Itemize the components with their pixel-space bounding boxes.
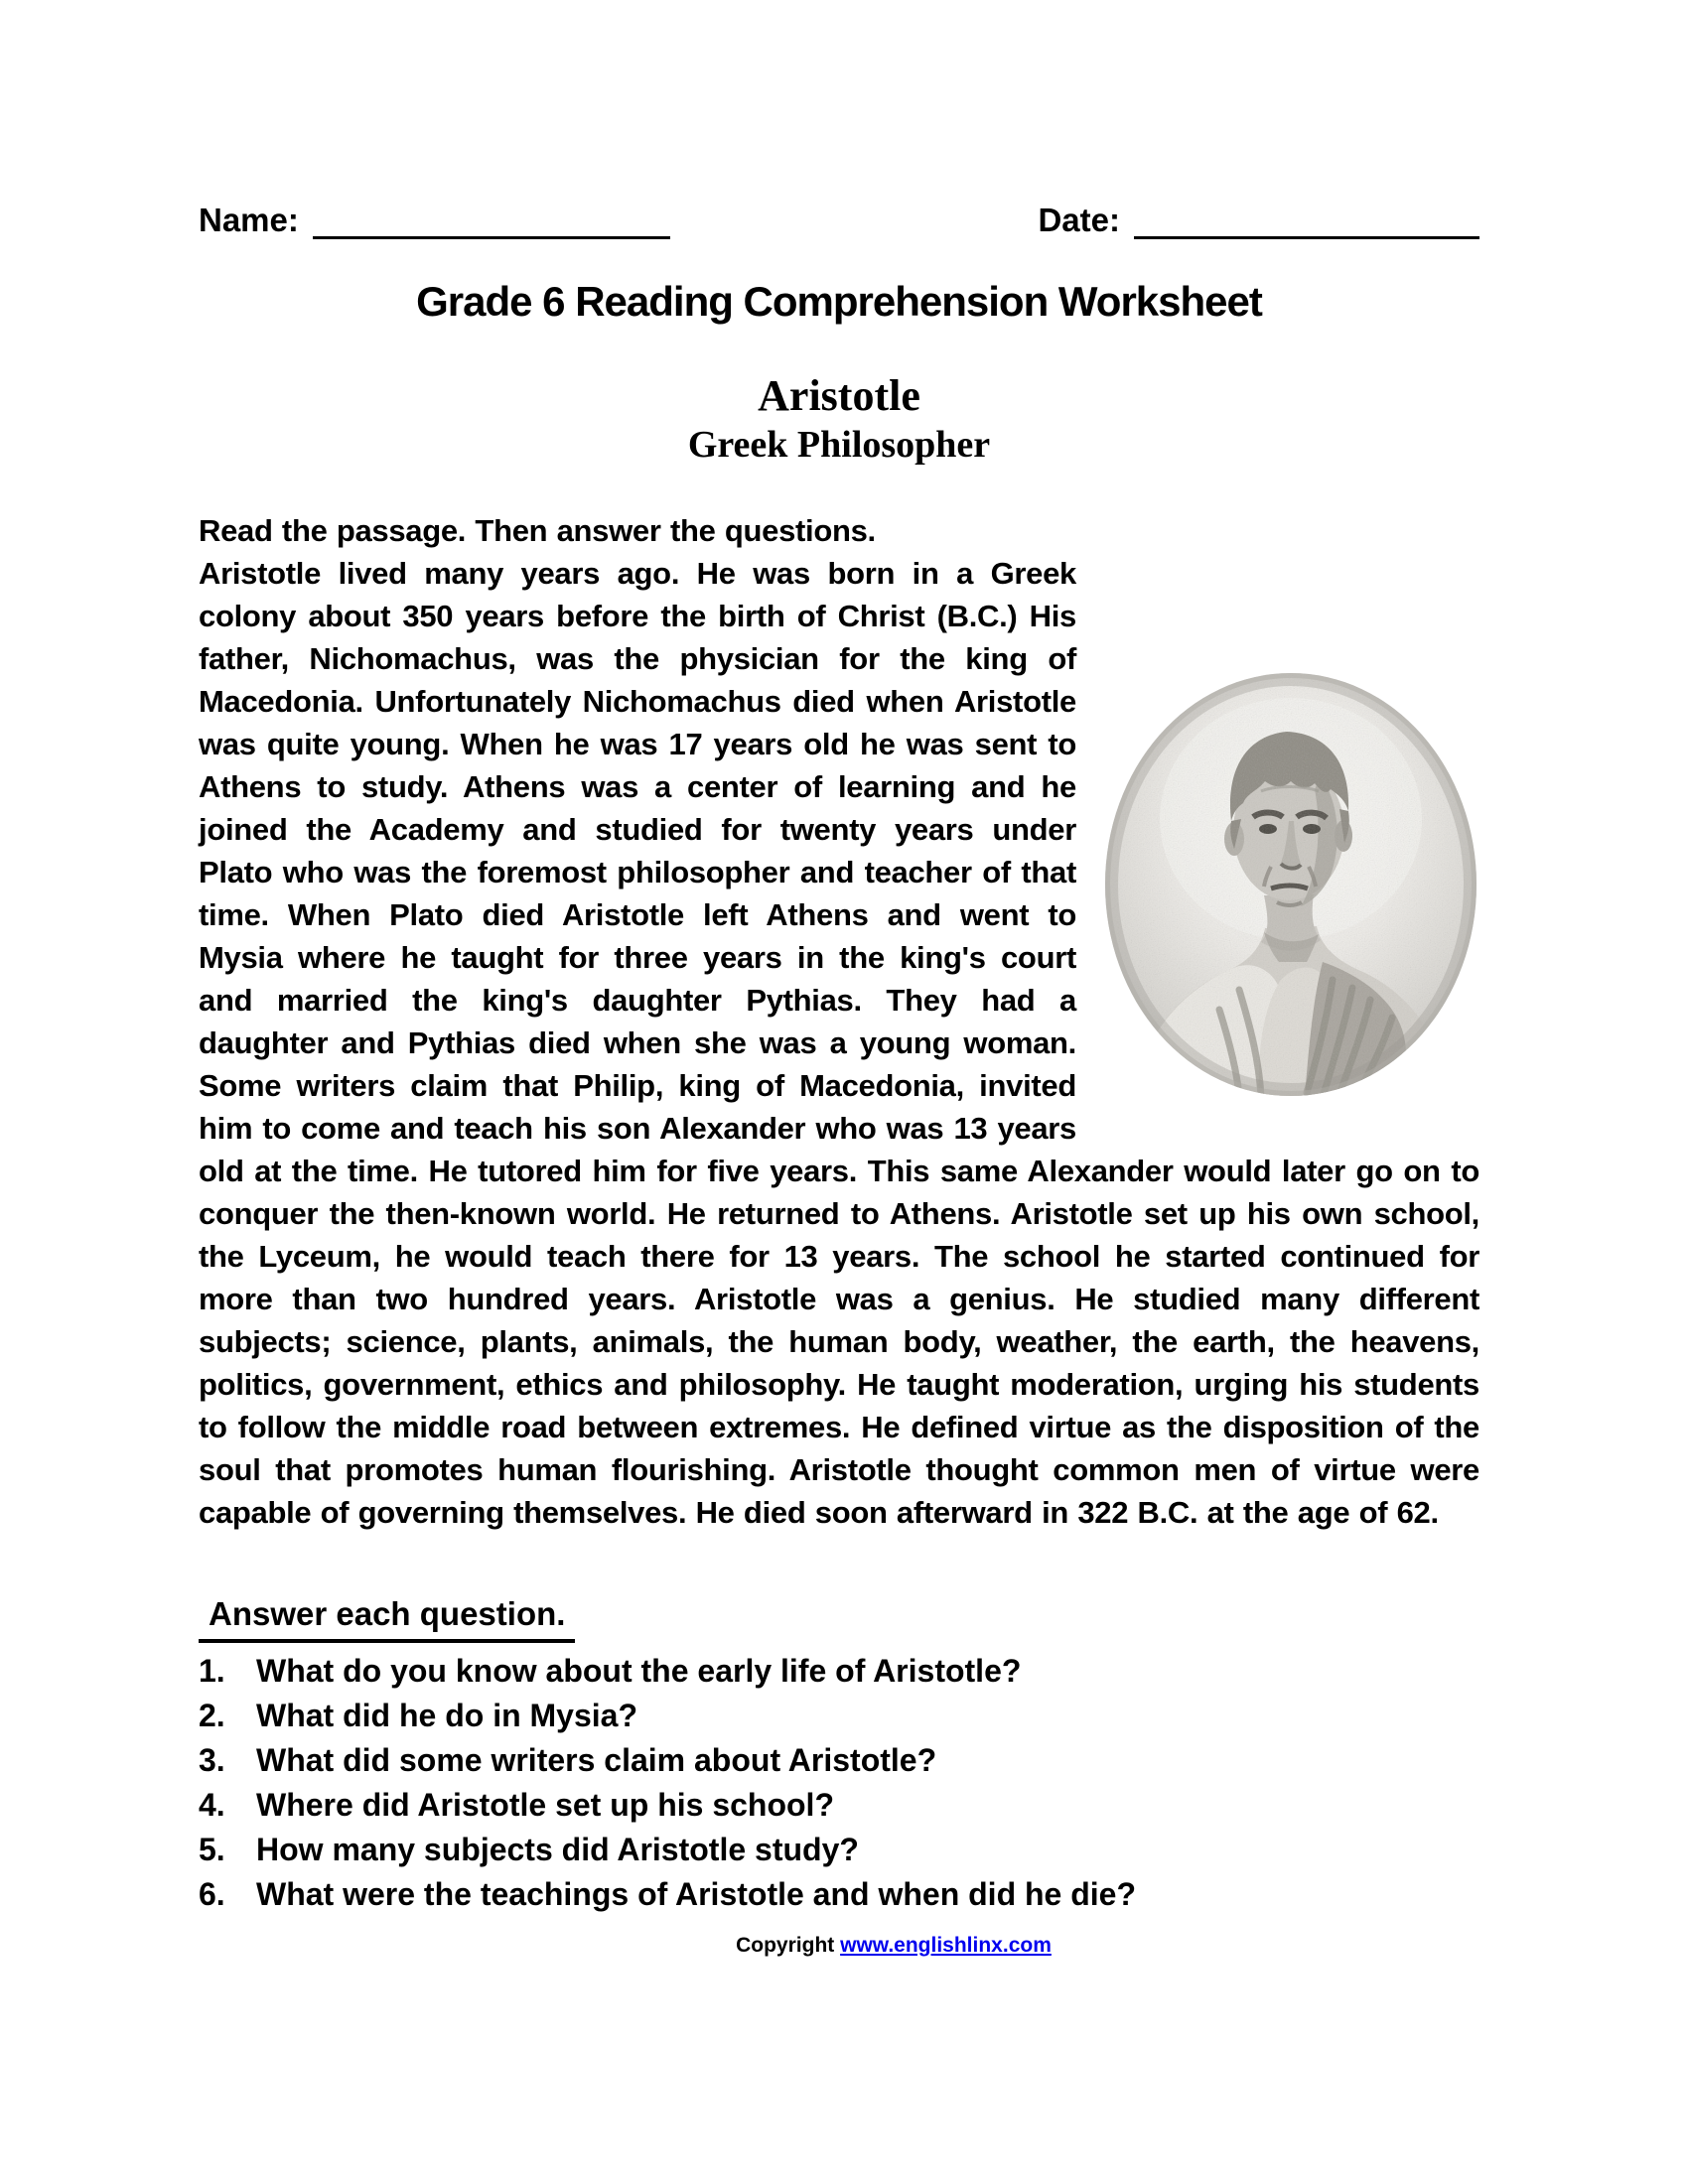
question-number: 2. (199, 1698, 225, 1733)
worksheet-content (199, 0, 1479, 1959)
passage-body (199, 552, 1479, 1534)
question-text: What did he do in Mysia? (256, 1698, 637, 1733)
question-item (199, 1828, 1479, 1872)
question-number: 6. (199, 1876, 225, 1912)
question-text: What were the teachings of Aristotle and when did he die? (256, 1876, 1137, 1912)
copyright-label: Copyright (736, 1934, 835, 1957)
question-text: Where did Aristotle set up his school? (256, 1787, 834, 1823)
question-number: 4. (199, 1787, 225, 1823)
question-text: What did some writers claim about Aristotle? (256, 1742, 937, 1778)
name-field-group (199, 202, 670, 239)
name-blank-line (313, 203, 670, 239)
englishlinx-link[interactable]: www.englishlinx.com (840, 1934, 1052, 1957)
question-number: 5. (199, 1832, 225, 1867)
date-blank-line (1134, 203, 1479, 239)
question-list (199, 1649, 1479, 1917)
passage-instruction: Read the passage. Then answer the questions. (199, 513, 876, 548)
name-label: Name: (199, 202, 299, 238)
name-date-row (199, 202, 1479, 239)
subject-title: Aristotle (758, 371, 920, 420)
question-item (199, 1783, 1479, 1828)
answer-section-heading: Answer each question. (199, 1591, 1479, 1643)
question-item (199, 1872, 1479, 1917)
aristotle-portrait-engraving (1102, 672, 1479, 1097)
question-item (199, 1649, 1479, 1694)
copyright-line (253, 1933, 1534, 1959)
passage-text: Aristotle lived many years ago. He was born in a Greek colony about 350 years before the birth of Christ (B.C.) His father, Nichomachus, was the physician for the king of Macedonia. Unfortunately Nichomachus died when Aristotle was quite young. When he was 17 years old he was sent to Athens to study. Athens was a center of learning and he joined the Academy and studied for twenty years under Plato who was the foremost philosopher and teacher of that time. When Plato died Aristotle left Athens and went to Mysia where he taught for three years in the king's court and married the king's daughter Pythias. They had a daughter and Pythias died when she was a young woman. Some writers claim that Philip, king of Macedonia, invited him to come and teach his son Alexander who was 13 years old at the time. He tutored him for five years. This same Alexander would later go on to conquer the then-known world. He returned to Athens. Aristotle set up his own school, the Lyceum, he would teach there for 13 years. The school he started continued for more than two hundred years. Aristotle was a genius. He studied many different subjects; science, plants, animals, the human body, weather, the earth, the heavens, politics, government, ethics and philosophy. He taught moderation, urging his students to follow the middle road between extremes. He defined virtue as the disposition of the soul that promotes human flourishing. Aristotle thought common men of virtue were capable of governing themselves. He died soon afterward in 322 B.C. at the age of 62. (199, 556, 1479, 1530)
date-field-group (1038, 202, 1479, 239)
question-text: What do you know about the early life of Aristotle? (256, 1653, 1022, 1689)
date-label: Date: (1038, 202, 1120, 238)
question-item (199, 1694, 1479, 1738)
question-text: How many subjects did Aristotle study? (256, 1832, 859, 1867)
worksheet-title: Grade 6 Reading Comprehension Worksheet (416, 278, 1262, 325)
question-number: 1. (199, 1653, 225, 1689)
question-item (199, 1738, 1479, 1783)
subject-subtitle: Greek Philosopher (687, 424, 991, 466)
reading-passage (199, 509, 1479, 1534)
question-number: 3. (199, 1742, 225, 1778)
